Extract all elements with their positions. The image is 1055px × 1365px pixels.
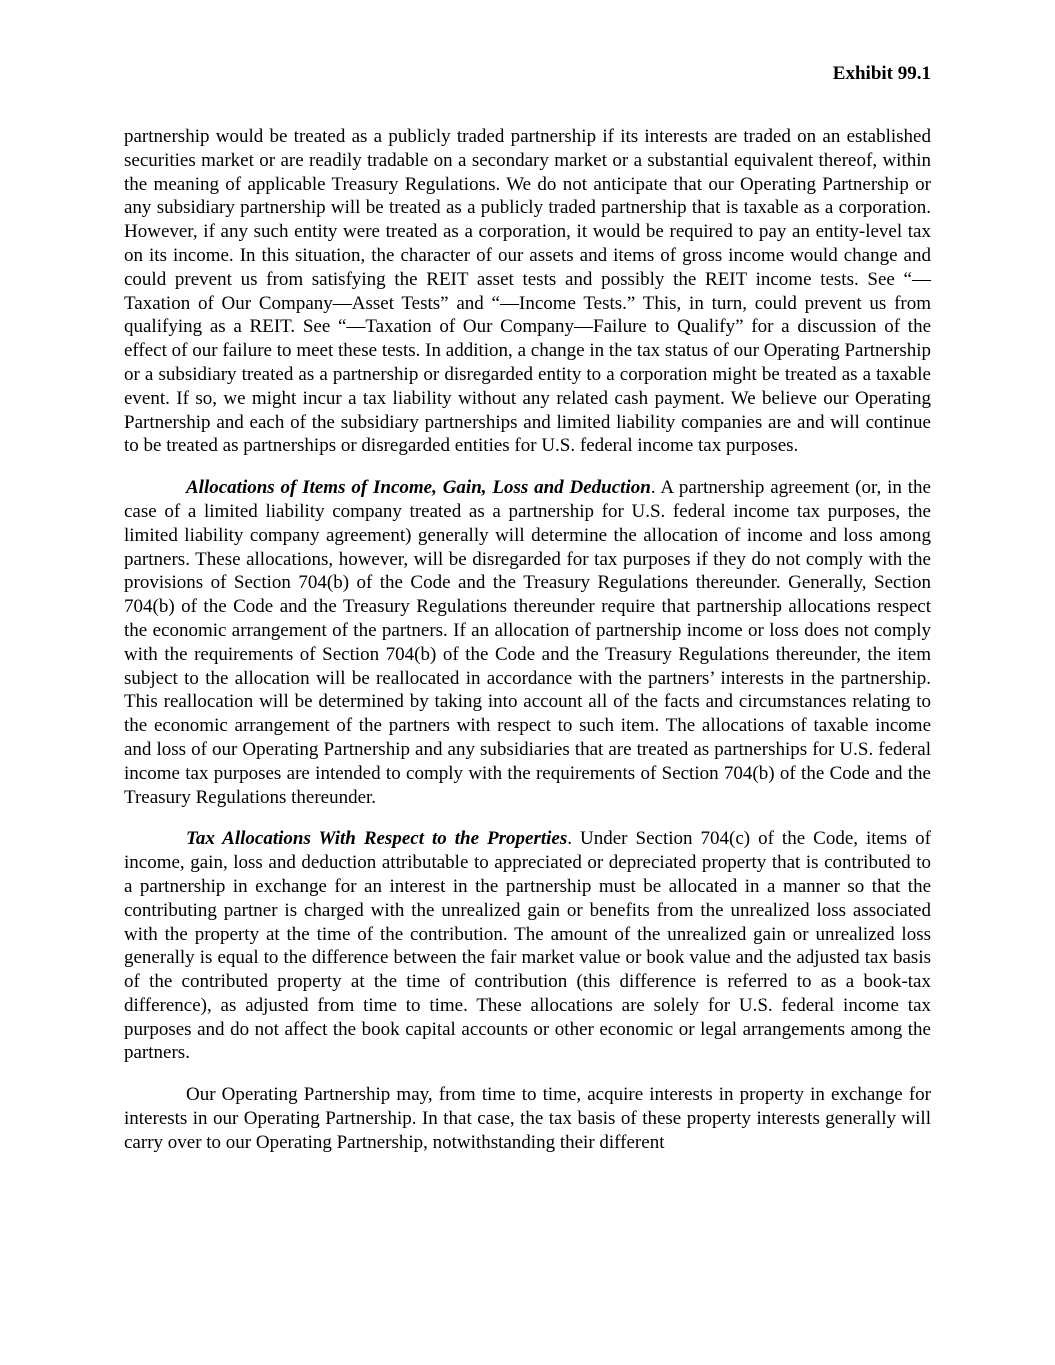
document-body [124, 125, 931, 1173]
paragraph-text: Our Operating Partnership may, from time to time, acquire interests in property in exchange for interests in our Operating Partnership. In that case, the tax basis of these property interests generally will carry over to our Operating Partnership, notwithstanding their different [124, 1084, 931, 1153]
paragraph-partnership-treatment [124, 125, 931, 458]
section-heading-allocations: Allocations of Items of Income, Gain, Loss and Deduction [186, 477, 651, 499]
heading-punctuation: . [567, 828, 573, 850]
paragraph-text: partnership would be treated as a publicly traded partnership if its interests are traded on an established securities market or are readily tradable on a secondary market or a substantial equivalent thereof, within the meaning of applicable Treasury Regulations. We do not anticipate that our Operating Partnership or any subsidiary partnership will be treated as a publicly traded partnership that is taxable as a corporation. However, if any such entity were treated as a corporation, it would be required to pay an entity-level tax on its income. In this situation, the character of our assets and items of gross income would change and could prevent us from satisfying the REIT asset tests and possibly the REIT income tests. See “—Taxation of Our Company—Asset Tests” and “—Income Tests.” This, in turn, could prevent us from qualifying as a REIT. See “—Taxation of Our Company—Failure to Qualify” for a discussion of the effect of our failure to meet these tests. In addition, a change in the tax status of our Operating Partnership or a subsidiary treated as a partnership or disregarded entity to a corporation might be treated as a taxable event. If so, we might incur a tax liability without any related cash payment. We believe our Operating Partnership and each of the subsidiary partnerships and limited liability companies are and will continue to be treated as partnerships or disregarded entities for U.S. federal income tax purposes. [124, 126, 931, 457]
paragraph-text: A partnership agreement (or, in the case of a limited liability company treated as a partnership for U.S. federal income tax purposes, the limited liability company agreement) generally will determine the allocation of income and loss among partners. These allocations, however, will be disregarded for tax purposes if they do not comply with the provisions of Section 704(b) of the Code and the Treasury Regulations thereunder. Generally, Section 704(b) of the Code and the Treasury Regulations thereunder require that partnership allocations respect the economic arrangement of the partners. If an allocation of partnership income or loss does not comply with the requirements of Section 704(b) of the Code and the Treasury Regulations thereunder, the item subject to the allocation will be reallocated in accordance with the partners’ interests in the partnership. This reallocation will be determined by taking into account all of the facts and circumstances relating to the economic arrangement of the partners with respect to such item. The allocations of taxable income and loss of our Operating Partnership and any subsidiaries that are treated as partnerships for U.S. federal income tax purposes are intended to comply with the requirements of Section 704(b) of the Code and the Treasury Regulations thereunder. [124, 477, 931, 808]
paragraph-operating-partnership [124, 1083, 931, 1154]
paragraph-tax-allocations [124, 827, 931, 1065]
heading-punctuation: . [650, 477, 656, 499]
section-heading-tax-allocations: Tax Allocations With Respect to the Properties [186, 828, 568, 850]
paragraph-text: Under Section 704(c) of the Code, items of income, gain, loss and deduction attributable to appreciated or depreciated property that is contributed to a partnership in exchange for an interest in the partnership must be allocated in a manner so that the contributing partner is charged with the unrealized gain or benefits from the unrealized loss associated with the property at the time of the contribution. The amount of the unrealized gain or unrealized loss generally is equal to the difference between the fair market value or book value and the adjusted tax basis of the contributed property at the time of contribution (this difference is referred to as a book-tax difference), as adjusted from time to time. These allocations are solely for U.S. federal income tax purposes and do not affect the book capital accounts or other economic or legal arrangements among the partners. [124, 828, 931, 1064]
exhibit-label: Exhibit 99.1 [832, 63, 931, 84]
paragraph-allocations [124, 476, 931, 809]
